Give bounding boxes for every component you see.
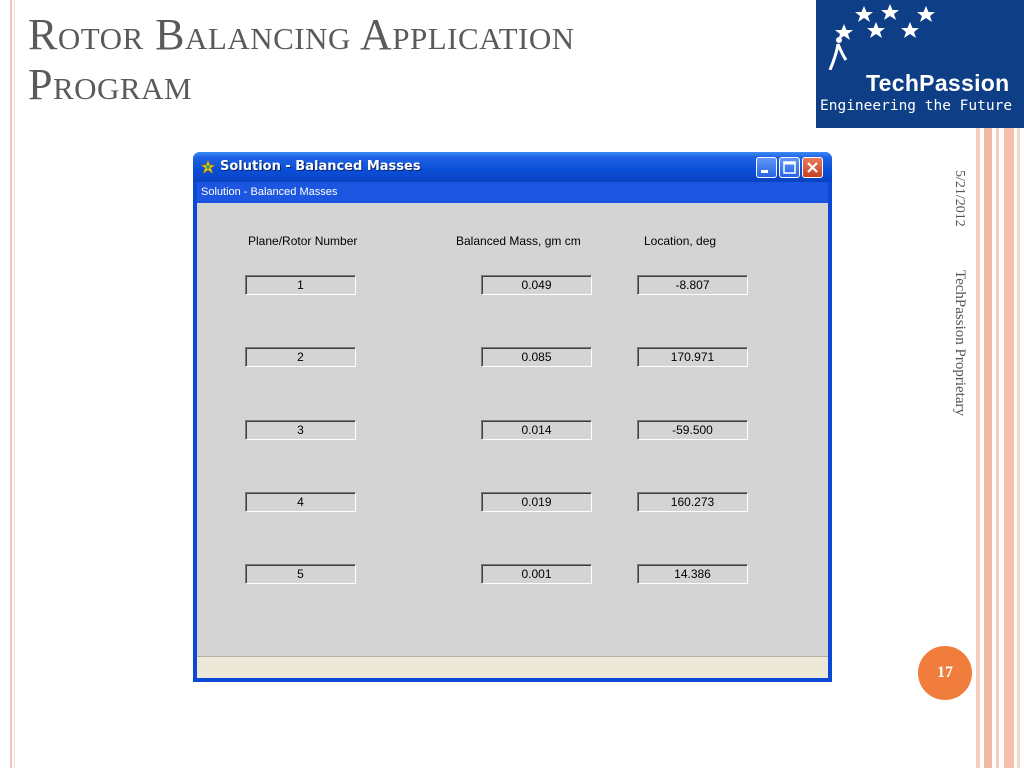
column-header-mass: Balanced Mass, gm cm <box>456 234 581 248</box>
right-stripe <box>1004 115 1014 768</box>
right-stripe <box>976 115 980 768</box>
stars-icon <box>816 0 1024 70</box>
balanced-mass-field[interactable]: 0.014 <box>481 420 592 440</box>
maximize-icon <box>780 158 799 177</box>
plane-number-field[interactable]: 4 <box>245 492 356 512</box>
balanced-mass-field[interactable]: 0.085 <box>481 347 592 367</box>
logo-name: TechPassion <box>866 70 1010 96</box>
close-button[interactable] <box>802 157 823 178</box>
proprietary-notice: TechPassion Proprietary <box>952 270 968 417</box>
close-icon <box>803 158 822 177</box>
left-border-stripe-inner <box>14 0 15 768</box>
minimize-button[interactable] <box>756 157 777 178</box>
balanced-mass-field[interactable]: 0.001 <box>481 564 592 584</box>
balanced-mass-field[interactable]: 0.019 <box>481 492 592 512</box>
plane-number-field[interactable]: 5 <box>245 564 356 584</box>
balanced-mass-field[interactable]: 0.049 <box>481 275 592 295</box>
right-stripe <box>984 115 992 768</box>
window-title: Solution - Balanced Masses <box>220 159 421 174</box>
minimize-icon <box>757 158 776 177</box>
location-field[interactable]: 160.273 <box>637 492 748 512</box>
techpassion-logo <box>816 0 1024 128</box>
window-titlebar[interactable] <box>193 152 832 182</box>
location-field[interactable]: 14.386 <box>637 564 748 584</box>
column-header-plane: Plane/Rotor Number <box>248 234 358 248</box>
maximize-button[interactable] <box>779 157 800 178</box>
location-field[interactable]: 170.971 <box>637 347 748 367</box>
slide-date: 5/21/2012 <box>952 170 967 227</box>
app-icon <box>200 159 216 175</box>
status-bar <box>197 656 828 678</box>
logo-tagline: Engineering the Future <box>820 98 1013 114</box>
column-header-location: Location, deg <box>644 234 717 248</box>
solution-window <box>193 152 832 682</box>
form-caption-bar: Solution - Balanced Masses <box>197 182 828 203</box>
slide-title: Rotor Balancing Application Program <box>28 10 575 109</box>
plane-number-field[interactable]: 2 <box>245 347 356 367</box>
location-field[interactable]: -59.500 <box>637 420 748 440</box>
left-border-stripe <box>10 0 12 768</box>
window-client-area <box>197 182 828 678</box>
right-stripe <box>1017 115 1020 768</box>
location-field[interactable]: -8.807 <box>637 275 748 295</box>
plane-number-field[interactable]: 3 <box>245 420 356 440</box>
plane-number-field[interactable]: 1 <box>245 275 356 295</box>
right-stripe <box>996 115 999 768</box>
page-number-badge: 17 <box>918 646 972 700</box>
